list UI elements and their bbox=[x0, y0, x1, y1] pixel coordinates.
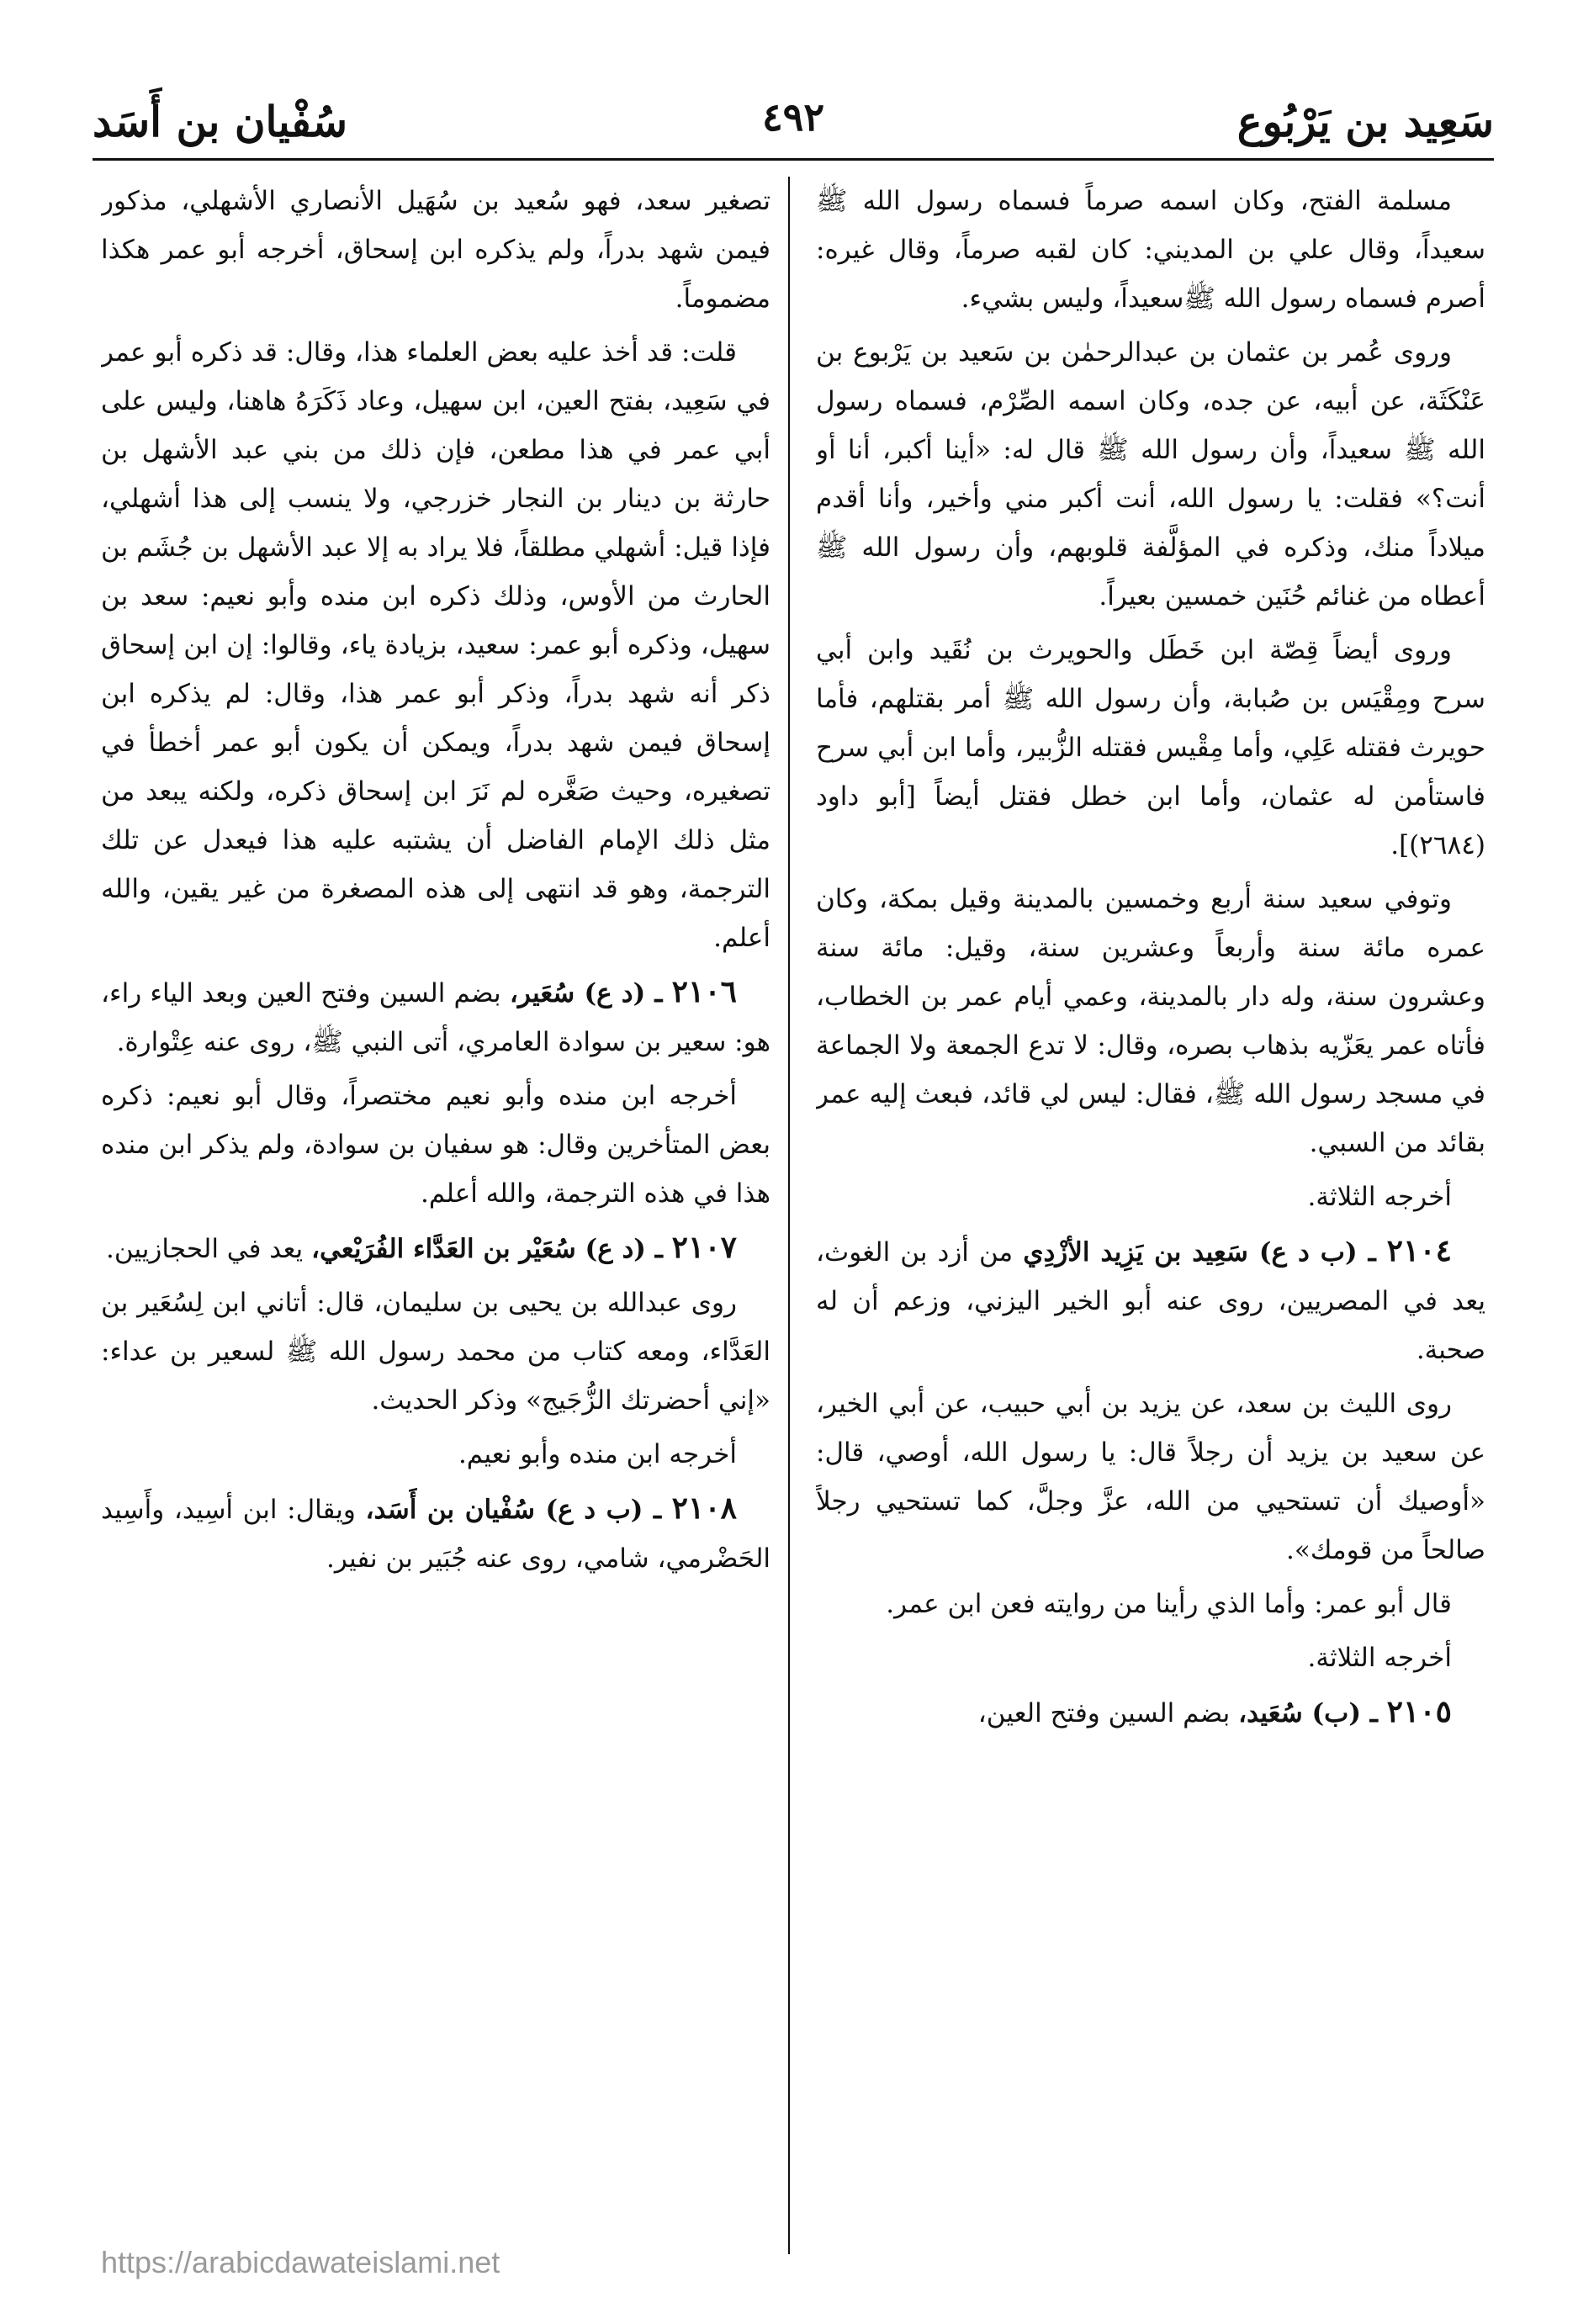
entry-heading: ـ (ب د ع) سُفْيان بن أَسَد، bbox=[365, 1495, 672, 1525]
page-header bbox=[93, 84, 1494, 146]
running-title-left: سُفْيان بن أَسَد bbox=[93, 97, 348, 146]
paragraph bbox=[816, 1226, 1485, 1374]
paragraph-text: أخرجه ابن منده وأبو نعيم مختصراً، وقال أبو نعيم: ذكره بعض المتأخرين وقال: هو سفيان بن سوادة، ولم يذكر ابن منده هذا في هذه الترجمة، والله أعلم. bbox=[101, 1081, 770, 1209]
running-title-right: سَعِيد بن يَرْبُوع bbox=[1236, 97, 1494, 146]
paragraph bbox=[816, 1580, 1485, 1628]
paragraph bbox=[101, 328, 770, 962]
paragraph-text: ويقال: ابن أسِيد، وأَسِيد الحَضْرمي، شامي، روى عنه جُبَير بن نفير. bbox=[101, 1495, 770, 1574]
entry-number: ٢١٠٨ bbox=[671, 1490, 738, 1526]
entry-heading: ـ (ب د ع) سَعِيد بن يَزِيد الأزْدِي bbox=[1023, 1237, 1387, 1268]
entry-number: ٢١٠٥ bbox=[1386, 1694, 1452, 1729]
paragraph bbox=[816, 328, 1485, 621]
paragraph-text: أخرجه ابن منده وأبو نعيم. bbox=[458, 1439, 737, 1469]
paragraph-text: روى عبدالله بن يحيى بن سليمان، قال: أتاني ابن لِسُعَير بن العَدَّاء، ومعه كتاب من محمد رسول الله ﷺ لسعير بن عداء: «إني أحضرتك الزُّجَيج» وذكر الحديث. bbox=[101, 1288, 770, 1416]
paragraph-text: وتوفي سعيد سنة أربع وخمسين بالمدينة وقيل بمكة، وكان عمره مائة سنة وأربعاً وعشرين سنة، وقيل: مائة سنة وعشرون سنة، وله دار بالمدينة، وعمي أيام عمر بن الخطاب، فأتاه عمر يعَزّيه بذهاب بصره، وقال: لا تدع الجمعة ولا الجماعة في مسجد رسول الله ﷺ، فقال: ليس لي قائد، فبعث إليه عمر بقائد من السبي. bbox=[816, 884, 1485, 1158]
watermark-url: https://arabicdawateislami.net bbox=[101, 2245, 500, 2279]
paragraph-text: مسلمة الفتح، وكان اسمه صرماً فسماه رسول الله ﷺ سعيداً، وقال علي بن المديني: كان لقبه صرماً، وقال غيره: أصرم فسماه رسول الله ﷺسعيداً، وليس بشيء. bbox=[816, 186, 1485, 314]
paragraph bbox=[816, 626, 1485, 870]
right-text-column bbox=[816, 177, 1485, 2263]
paragraph bbox=[101, 1278, 770, 1425]
paragraph bbox=[101, 1484, 770, 1583]
left-text-column bbox=[101, 177, 770, 2263]
paragraph-text: من أزد بن الغوث، يعد في المصريين، روى عنه أبو الخير اليزني، وزعم أن له صحبة. bbox=[816, 1237, 1485, 1365]
paragraph-text: روى الليث بن سعد، عن يزيد بن أبي حبيب، عن أبي الخير، عن سعيد بن يزيد أن رجلاً قال: يا رسول الله، أوصي، قال: «أوصيك أن تستحيي من الله، عزَّ وجلَّ، كما تستحيي رجلاً صالحاً من قومك». bbox=[816, 1389, 1485, 1565]
paragraph-text: تصغير سعد، فهو سُعيد بن سُهَيل الأنصاري الأشهلي، مذكور فيمن شهد بدراً، ولم يذكره ابن إسحاق، أخرجه أبو عمر هكذا مضموماً. bbox=[101, 186, 770, 314]
paragraph bbox=[816, 1173, 1485, 1221]
paragraph bbox=[101, 1430, 770, 1479]
paragraph-text: بضم السين وفتح العين، bbox=[977, 1698, 1239, 1728]
entry-heading: ـ (ب) سُعَيد، bbox=[1238, 1698, 1387, 1728]
paragraph bbox=[816, 1633, 1485, 1682]
entry-heading: ـ (د ع) سُعَير، bbox=[509, 978, 672, 1008]
header-rule bbox=[93, 158, 1494, 161]
entry-number: ٢١٠٤ bbox=[1386, 1233, 1452, 1268]
paragraph bbox=[816, 1379, 1485, 1575]
paragraph-text: يعد في الحجازيين. bbox=[106, 1234, 312, 1264]
paragraph bbox=[816, 1687, 1485, 1738]
paragraph bbox=[101, 967, 770, 1067]
paragraph-text: وروى أيضاً قِصّة ابن خَطَل والحويرث بن نُقَيد وابن أبي سرح ومِقْيَس بن صُبابة، وأن رسول الله ﷺ أمر بقتلهم، فأما حويرث فقتله عَلِي، وأما مِقْيس فقتله الزُّبير، وأما ابن أبي سرح فاستأمن له عثمان، وأما ابن خطل فقتل أيضاً [أبو داود (٢٦٨٤)]. bbox=[816, 635, 1485, 860]
entry-heading: ـ (د ع) سُعَيْر بن العَدَّاء الفُرَيْعي، bbox=[311, 1234, 672, 1264]
paragraph bbox=[101, 177, 770, 323]
paragraph-text: بضم السين وفتح العين وبعد الياء راء، هو: سعير بن سوادة العامري، أتى النبي ﷺ، روى عنه عِتْوارة. bbox=[101, 978, 770, 1057]
paragraph-text: وروى عُمر بن عثمان بن عبدالرحمٰن بن سَعيد بن يَرْبوع بن عَنْكَثَة، عن أبيه، عن جده، وكان اسمه الصِّرْم، فسماه رسول الله ﷺ سعيداً، وأن رسول الله ﷺ قال له: «أينا أكبر، أنا أو أنت؟» فقلت: يا رسول الله، أنت أكبر مني وأخير، وأنا أقدم ميلاداً منك، وذكره في المؤلَّفة قلوبهم، وأن رسول الله ﷺ أعطاه من غنائم حُنَين خمسين بعيراً. bbox=[816, 337, 1485, 611]
paragraph-text: قلت: قد أخذ عليه بعض العلماء هذا، وقال: قد ذكره أبو عمر في سَعِيد، بفتح العين، ابن سهيل، وعاد ذَكَرَهُ هاهنا، وليس على أبي عمر في هذا مطعن، فإن ذلك من بني عبد الأشهل بن حارثة بن دينار بن النجار خزرجي، ولا ينسب إلى هذا أشهلي، فإذا قيل: أشهلي مطلقاً، فلا يراد به إلا عبد الأشهل بن جُشَم بن الحارث من الأوس، وذلك ذكره ابن منده وأبو نعيم: سعد بن سهيل، وذكره أبو عمر: سعيد، بزيادة ياء، وقالوا: إن ابن إسحاق ذكر أنه شهد بدراً، وذكر أبو عمر هذا، وقال: لم يذكره ابن إسحاق فيمن شهد بدراً، ويمكن أن يكون أبو عمر أخطأ في تصغيره، وحيث صَغَّره لم نَرَ ابن إسحاق ذكره، ولكنه يبعد من مثل ذلك الإمام الفاضل أن يشتبه عليه هذا فيعدل عن تلك الترجمة، وهو قد انتهى إلى هذه المصغرة من غير يقين، والله أعلم. bbox=[101, 337, 770, 953]
paragraph bbox=[816, 177, 1485, 323]
paragraph bbox=[101, 1072, 770, 1218]
paragraph-text: قال أبو عمر: وأما الذي رأينا من روايته فعن ابن عمر. bbox=[886, 1589, 1452, 1619]
entry-number: ٢١٠٧ bbox=[671, 1230, 737, 1265]
page-number: ٤٩٢ bbox=[761, 94, 825, 140]
paragraph bbox=[816, 875, 1485, 1167]
paragraph bbox=[101, 1223, 770, 1273]
paragraph-text: أخرجه الثلاثة. bbox=[1307, 1643, 1452, 1673]
entry-number: ٢١٠٦ bbox=[671, 974, 737, 1009]
column-divider bbox=[788, 177, 790, 2254]
paragraph-text: أخرجه الثلاثة. bbox=[1307, 1182, 1452, 1212]
